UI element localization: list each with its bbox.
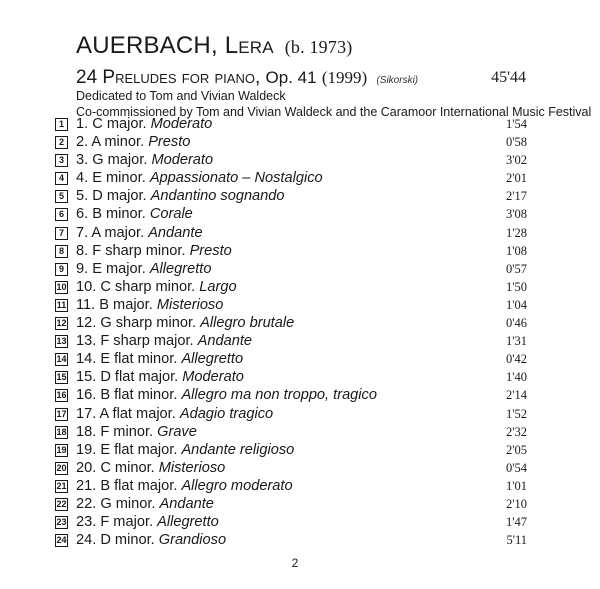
track-row	[55, 242, 527, 260]
track-number-box: 18	[56, 426, 67, 437]
track-number-box: 8	[55, 245, 68, 258]
track-duration: 0'54	[505, 460, 527, 475]
track-duration: 3'08	[505, 207, 527, 222]
track-key: 10. C sharp minor.	[76, 278, 200, 295]
track-tempo: Allegretto	[157, 514, 219, 531]
work-publisher: (Sikorski)	[376, 75, 419, 86]
track-key: 15. D flat major.	[76, 369, 183, 386]
track-title	[76, 423, 197, 441]
track-number-box: 12	[56, 318, 67, 329]
track-key: 17. A flat major.	[76, 405, 180, 422]
work-title: 24 Preludes for piano,	[76, 67, 261, 88]
track-row	[55, 368, 527, 386]
track-tempo: Andantino sognando	[150, 188, 285, 205]
track-number-box: 4	[55, 172, 68, 185]
track-number-box: 6	[55, 208, 68, 221]
composer-given-name: Lera	[224, 32, 274, 59]
track-key: 13. F sharp major.	[76, 333, 198, 350]
track-duration: 1'08	[505, 243, 527, 258]
track-key: 24. D minor.	[76, 532, 159, 549]
track-key: 5. D major.	[76, 188, 151, 205]
track-tempo: Andante	[197, 333, 253, 350]
track-row	[55, 133, 527, 151]
track-duration: 1'01	[505, 478, 527, 493]
composer-surname: AUERBACH,	[76, 32, 218, 59]
track-row	[55, 296, 527, 314]
track-row	[55, 332, 527, 350]
track-key: 9. E major.	[76, 260, 150, 277]
track-key: 19. E flat major.	[76, 441, 182, 458]
track-number-box: 5	[55, 190, 68, 203]
work-year: (1999)	[321, 68, 368, 87]
track-duration: 1'50	[505, 279, 527, 294]
track-number-box: 11	[56, 299, 67, 310]
track-row	[55, 531, 527, 549]
track-duration: 2'32	[505, 424, 527, 439]
track-key: 23. F major.	[76, 514, 158, 531]
track-row	[55, 495, 527, 513]
page-number: 2	[291, 556, 299, 570]
track-number-box: 23	[56, 517, 67, 528]
track-tempo: Presto	[189, 242, 232, 259]
track-title	[76, 368, 244, 386]
track-key: 12. G sharp minor.	[76, 315, 201, 332]
track-key: 14. E flat minor.	[76, 351, 182, 368]
track-tempo: Moderato	[150, 116, 213, 132]
dedication-note: Dedicated to Tom and Vivian Waldeck	[76, 89, 286, 103]
track-key: 18. F minor.	[76, 423, 158, 440]
commission-note: Co-commissioned by Tom and Vivian Waldeck and the Caramoor International Music Festival	[76, 105, 592, 119]
composer-birth-year: (b. 1973)	[284, 37, 353, 57]
track-key: 16. B flat minor.	[76, 387, 182, 404]
track-row	[55, 314, 527, 332]
track-number-box: 13	[56, 336, 67, 347]
track-duration: 3'02	[505, 153, 527, 168]
track-duration: 0'58	[505, 135, 527, 150]
track-key: 22. G minor.	[76, 495, 160, 512]
track-row	[55, 205, 527, 223]
track-title	[76, 169, 323, 187]
track-number-box: 20	[56, 462, 67, 473]
track-title	[76, 350, 243, 368]
track-row	[55, 513, 527, 531]
track-duration: 2'01	[505, 171, 527, 186]
track-duration: 1'54	[505, 117, 527, 131]
track-duration: 0'42	[505, 352, 527, 367]
work-opus: Op. 41	[265, 68, 317, 87]
track-tempo: Presto	[148, 134, 191, 151]
track-list	[55, 115, 527, 549]
track-title	[76, 513, 219, 531]
track-row	[55, 187, 527, 205]
track-row	[55, 405, 527, 423]
track-number-box: 1	[55, 118, 68, 131]
track-duration: 1'52	[505, 406, 527, 421]
track-number-box: 22	[56, 498, 67, 509]
track-duration: 0'46	[505, 316, 527, 331]
track-title	[76, 187, 285, 205]
track-row	[55, 477, 527, 495]
track-tempo: Corale	[149, 206, 193, 223]
track-tempo: Allegro brutale	[200, 315, 295, 332]
track-row	[55, 115, 527, 133]
track-number-box: 16	[56, 390, 67, 401]
track-row	[55, 459, 527, 477]
track-tempo: Grave	[157, 423, 197, 440]
track-number-box: 19	[56, 444, 67, 455]
composer-heading	[76, 32, 352, 61]
track-row	[55, 278, 527, 296]
track-number-box: 9	[55, 263, 68, 276]
track-duration: 2'05	[505, 442, 527, 457]
work-total-duration: 45'44	[491, 69, 526, 86]
track-key: 3. G major.	[76, 152, 152, 169]
track-key: 8. F sharp minor.	[76, 242, 190, 259]
track-tempo: Allegro ma non troppo, tragico	[181, 387, 377, 404]
track-duration: 2'10	[505, 496, 527, 511]
track-row	[55, 224, 527, 242]
track-number-box: 21	[56, 480, 67, 491]
track-key: 1. C major.	[76, 116, 151, 132]
track-duration: 2'17	[505, 189, 527, 204]
track-tempo: Moderato	[182, 369, 244, 386]
track-title	[76, 386, 377, 404]
track-key: 6. B minor.	[76, 206, 150, 223]
track-duration: 1'04	[505, 297, 527, 312]
track-number-box: 17	[56, 408, 67, 419]
track-title	[76, 242, 232, 260]
track-tempo: Misterioso	[156, 296, 224, 313]
track-row	[55, 350, 527, 368]
track-row	[55, 151, 527, 169]
track-duration: 5'11	[506, 533, 527, 548]
track-number-box: 2	[55, 136, 68, 149]
track-number-box: 15	[56, 372, 67, 383]
track-key: 21. B flat major.	[76, 477, 182, 494]
track-duration: 2'14	[505, 388, 527, 403]
track-number-box: 3	[55, 154, 68, 167]
track-tempo: Andante religioso	[181, 441, 295, 458]
track-tempo: Andante	[148, 224, 203, 241]
track-duration: 1'47	[505, 515, 527, 530]
track-title	[76, 151, 213, 169]
track-duration: 0'57	[505, 261, 527, 276]
track-tempo: Andante	[159, 495, 214, 512]
track-duration: 1'31	[505, 334, 527, 349]
track-tempo: Appassionato – Nostalgico	[149, 170, 323, 187]
track-number-box: 7	[55, 227, 68, 240]
track-title	[76, 314, 294, 332]
track-key: 4. E minor.	[76, 170, 150, 187]
track-number-box: 24	[56, 535, 67, 546]
track-tempo: Largo	[199, 278, 237, 295]
track-tempo: Misterioso	[158, 459, 226, 476]
track-tempo: Grandioso	[158, 532, 227, 549]
track-key: 7. A major.	[76, 224, 149, 241]
track-row	[55, 441, 527, 459]
track-row	[55, 260, 527, 278]
track-title	[76, 405, 273, 423]
track-title	[76, 278, 237, 296]
track-key: 20. C minor.	[76, 459, 159, 476]
track-duration: 1'40	[505, 370, 527, 385]
track-tempo: Allegretto	[181, 351, 244, 368]
track-key: 11. B major.	[76, 296, 157, 313]
track-row	[55, 423, 527, 441]
track-title	[76, 477, 293, 495]
track-title	[76, 459, 225, 477]
track-title	[76, 441, 294, 459]
track-row	[55, 169, 527, 187]
track-title	[76, 296, 223, 314]
track-number-box: 14	[56, 354, 67, 365]
track-title	[76, 260, 211, 278]
track-title	[76, 531, 226, 549]
track-title	[76, 332, 252, 350]
track-tempo: Moderato	[151, 152, 214, 169]
track-tempo: Allegro moderato	[181, 477, 293, 494]
track-tempo: Allegretto	[149, 260, 212, 277]
track-title	[76, 224, 203, 242]
track-title	[76, 133, 190, 151]
track-duration: 1'28	[505, 225, 527, 240]
track-number-box: 10	[56, 281, 67, 292]
track-tempo: Adagio tragico	[179, 405, 274, 422]
track-key: 2. A minor.	[76, 134, 149, 151]
track-title	[76, 205, 193, 223]
track-row	[55, 386, 527, 404]
track-title	[76, 115, 212, 133]
track-title	[76, 495, 214, 513]
